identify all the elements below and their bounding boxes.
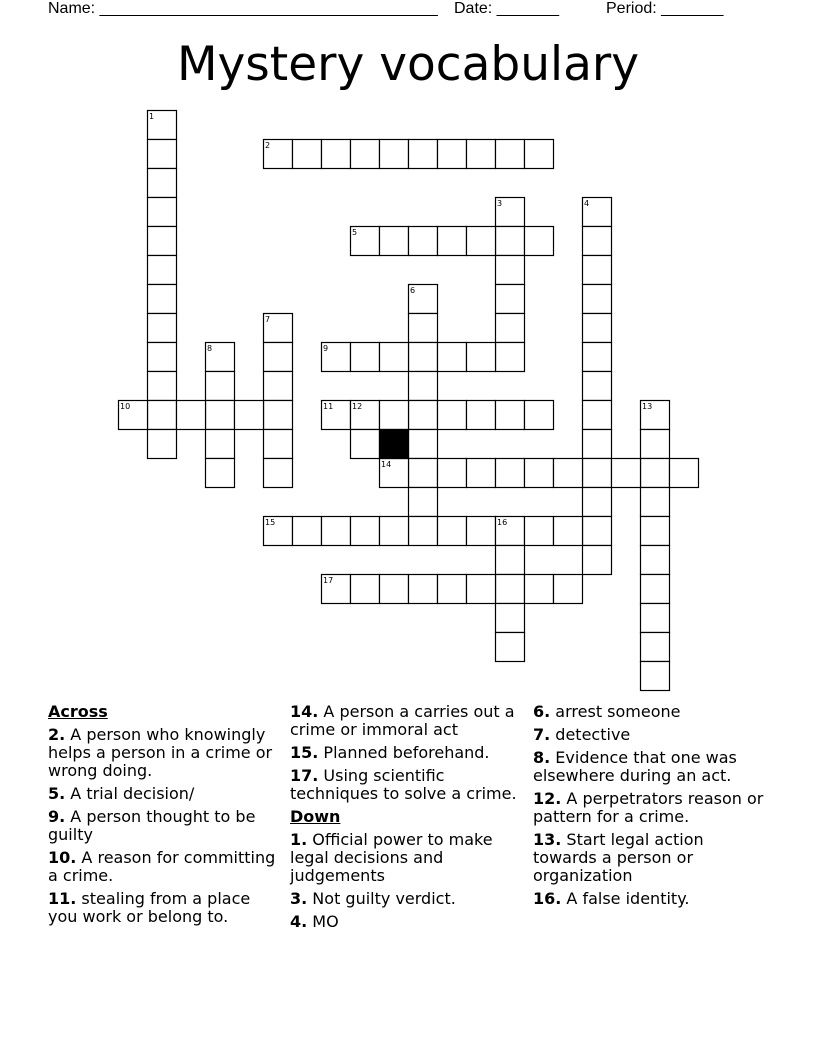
clue-across-11 <box>48 890 280 926</box>
clue-number: 10. <box>48 848 77 867</box>
grid-cell[interactable] <box>322 517 351 546</box>
grid-cell[interactable] <box>351 343 380 372</box>
cell-number-2: 2 <box>265 141 271 150</box>
clues-column-2 <box>290 703 522 936</box>
grid-cell[interactable] <box>380 517 409 546</box>
clue-number: 8. <box>533 748 551 767</box>
grid-cell[interactable] <box>583 546 612 575</box>
grid-cell[interactable] <box>380 140 409 169</box>
clue-text: A trial decision/ <box>65 784 195 803</box>
grid-cell[interactable] <box>409 488 438 517</box>
grid-cell[interactable] <box>670 459 699 488</box>
cell-number-17: 17 <box>323 576 334 585</box>
grid-cell[interactable] <box>438 517 467 546</box>
grid-cell[interactable] <box>525 401 554 430</box>
grid-cell[interactable] <box>148 140 177 169</box>
grid-cell[interactable] <box>467 140 496 169</box>
grid-cell[interactable] <box>641 575 670 604</box>
clue-number: 2. <box>48 725 66 744</box>
cell-number-1: 1 <box>149 112 155 121</box>
grid-cell[interactable] <box>380 575 409 604</box>
grid-cell[interactable] <box>148 430 177 459</box>
grid-cell[interactable] <box>148 198 177 227</box>
page-title: Mystery vocabulary <box>176 37 640 92</box>
grid-cell[interactable] <box>583 256 612 285</box>
cell-number-8: 8 <box>207 344 213 353</box>
period-field[interactable]: Period: _______ <box>606 0 724 17</box>
down-heading: Down <box>290 807 341 826</box>
grid-cell[interactable] <box>525 575 554 604</box>
clue-across-14 <box>290 703 522 739</box>
clue-number: 5. <box>48 784 66 803</box>
grid-cell[interactable] <box>467 575 496 604</box>
clue-text: Evidence that one was elsewhere during an act. <box>533 748 737 785</box>
clue-number: 1. <box>290 830 308 849</box>
grid-cell[interactable] <box>409 372 438 401</box>
grid-cell[interactable] <box>583 459 612 488</box>
grid-cell[interactable] <box>583 430 612 459</box>
grid-cell[interactable] <box>235 401 264 430</box>
grid-cell[interactable] <box>148 372 177 401</box>
grid-cell[interactable] <box>148 401 177 430</box>
grid-cell[interactable] <box>438 343 467 372</box>
grid-cell[interactable] <box>380 343 409 372</box>
grid-cell[interactable] <box>438 140 467 169</box>
grid-cell[interactable] <box>467 517 496 546</box>
clue-down-13 <box>533 831 765 885</box>
grid-cell[interactable] <box>583 401 612 430</box>
grid-cell[interactable] <box>380 401 409 430</box>
clue-text: stealing from a place you work or belong to. <box>48 889 251 926</box>
grid-cell[interactable] <box>148 169 177 198</box>
grid-cell[interactable] <box>525 517 554 546</box>
grid-cell[interactable] <box>409 314 438 343</box>
clue-down-12 <box>533 790 765 826</box>
clue-number: 3. <box>290 889 308 908</box>
cell-number-4: 4 <box>584 199 590 208</box>
grid-cell[interactable] <box>496 401 525 430</box>
clue-text: Official power to make legal decisions and judgements <box>290 830 493 885</box>
clue-across-9 <box>48 808 280 844</box>
cell-number-9: 9 <box>323 344 329 353</box>
grid-cell[interactable] <box>351 140 380 169</box>
clue-number: 4. <box>290 912 308 931</box>
grid-cell[interactable] <box>409 343 438 372</box>
grid-cell[interactable] <box>583 517 612 546</box>
clue-across-2 <box>48 726 280 780</box>
grid-cell[interactable] <box>264 372 293 401</box>
grid-cell[interactable] <box>409 459 438 488</box>
grid-cell[interactable] <box>264 343 293 372</box>
grid-cell[interactable] <box>496 575 525 604</box>
clue-number: 15. <box>290 743 319 762</box>
cell-number-10: 10 <box>120 402 131 411</box>
clue-text: A perpetrators reason or pattern for a crime. <box>533 789 764 826</box>
grid-cell[interactable] <box>293 140 322 169</box>
grid-cell[interactable] <box>496 633 525 662</box>
cell-number-15: 15 <box>265 518 276 527</box>
clue-text: A person a carries out a crime or immoral act <box>290 702 515 739</box>
cell-number-11: 11 <box>323 402 334 411</box>
clue-text: detective <box>550 725 631 744</box>
grid-cell[interactable] <box>148 285 177 314</box>
grid-cell[interactable] <box>641 517 670 546</box>
clue-number: 16. <box>533 889 562 908</box>
grid-cell[interactable] <box>467 227 496 256</box>
grid-cell[interactable] <box>496 604 525 633</box>
clue-text: arrest someone <box>550 702 681 721</box>
grid-cell[interactable] <box>496 343 525 372</box>
grid-cell[interactable] <box>206 401 235 430</box>
grid-cell[interactable] <box>206 430 235 459</box>
clue-text: Planned beforehand. <box>318 743 490 762</box>
clue-down-3 <box>290 890 522 908</box>
grid-cell[interactable] <box>496 256 525 285</box>
grid-cell[interactable] <box>554 459 583 488</box>
grid-cell[interactable] <box>409 401 438 430</box>
grid-cell[interactable] <box>583 488 612 517</box>
cell-number-16: 16 <box>497 518 508 527</box>
clue-number: 14. <box>290 702 319 721</box>
clue-number: 7. <box>533 725 551 744</box>
clue-number: 6. <box>533 702 551 721</box>
grid-cell[interactable] <box>409 575 438 604</box>
grid-cell[interactable] <box>583 314 612 343</box>
cell-number-5: 5 <box>352 228 358 237</box>
grid-cell[interactable] <box>496 140 525 169</box>
black-cell <box>380 430 409 459</box>
clue-number: 12. <box>533 789 562 808</box>
grid-cell[interactable] <box>612 459 641 488</box>
clue-number: 13. <box>533 830 562 849</box>
grid-cell[interactable] <box>583 227 612 256</box>
grid-cell[interactable] <box>380 227 409 256</box>
clue-text: Using scientific techniques to solve a crime. <box>290 766 517 803</box>
grid-cell[interactable] <box>496 314 525 343</box>
grid-cell[interactable] <box>438 227 467 256</box>
clue-text: A reason for committing a crime. <box>48 848 276 885</box>
grid-cell[interactable] <box>148 343 177 372</box>
grid-cell[interactable] <box>409 430 438 459</box>
clue-text: MO <box>307 912 339 931</box>
grid-cell[interactable] <box>496 285 525 314</box>
grid-cell[interactable] <box>467 401 496 430</box>
clue-text: Start legal action towards a person or organization <box>533 830 704 885</box>
grid-cell[interactable] <box>641 604 670 633</box>
clue-down-1 <box>290 831 522 885</box>
clue-across-5 <box>48 785 280 803</box>
grid-cell[interactable] <box>641 662 670 691</box>
grid-cell[interactable] <box>148 314 177 343</box>
date-field[interactable]: Date: _______ <box>454 0 559 17</box>
grid-cell[interactable] <box>467 343 496 372</box>
clue-across-17 <box>290 767 522 803</box>
clue-text: Not guilty verdict. <box>307 889 456 908</box>
clue-text: A person thought to be guilty <box>48 807 256 844</box>
grid-cell[interactable] <box>641 459 670 488</box>
grid-cell[interactable] <box>641 430 670 459</box>
cell-number-3: 3 <box>497 199 503 208</box>
grid-cell[interactable] <box>206 459 235 488</box>
grid-cell[interactable] <box>409 517 438 546</box>
grid-cell[interactable] <box>409 140 438 169</box>
grid-cell[interactable] <box>554 517 583 546</box>
grid-cell[interactable] <box>641 546 670 575</box>
grid-cell[interactable] <box>583 372 612 401</box>
grid-cell[interactable] <box>641 633 670 662</box>
grid-cell[interactable] <box>583 285 612 314</box>
clues-column-3 <box>533 703 765 913</box>
clue-number: 17. <box>290 766 319 785</box>
grid-cell[interactable] <box>496 546 525 575</box>
grid-cell[interactable] <box>264 459 293 488</box>
clue-across-15 <box>290 744 522 762</box>
clue-number: 9. <box>48 807 66 826</box>
grid-cell[interactable] <box>496 227 525 256</box>
clue-number: 11. <box>48 889 77 908</box>
clue-down-7 <box>533 726 765 744</box>
grid-cell[interactable] <box>409 227 438 256</box>
grid-cell[interactable] <box>496 459 525 488</box>
cell-number-12: 12 <box>352 402 363 411</box>
grid-cell[interactable] <box>322 140 351 169</box>
clue-across-10 <box>48 849 280 885</box>
cell-number-14: 14 <box>381 460 392 469</box>
clue-down-4 <box>290 913 522 931</box>
grid-cell[interactable] <box>148 256 177 285</box>
grid-cell[interactable] <box>525 140 554 169</box>
grid-cell[interactable] <box>554 575 583 604</box>
clue-text: A false identity. <box>561 889 690 908</box>
grid-cell[interactable] <box>148 227 177 256</box>
clues-column-1 <box>48 703 280 931</box>
cell-number-13: 13 <box>642 402 653 411</box>
cell-number-7: 7 <box>265 315 271 324</box>
grid-cell[interactable] <box>525 459 554 488</box>
clue-down-8 <box>533 749 765 785</box>
grid-cell[interactable] <box>438 575 467 604</box>
grid-cell[interactable] <box>351 517 380 546</box>
grid-cell[interactable] <box>525 227 554 256</box>
grid-cell[interactable] <box>351 575 380 604</box>
clue-down-16 <box>533 890 765 908</box>
grid-cell[interactable] <box>177 401 206 430</box>
grid-cell[interactable] <box>264 430 293 459</box>
grid-cell[interactable] <box>206 372 235 401</box>
grid-cell[interactable] <box>467 459 496 488</box>
grid-cell[interactable] <box>438 401 467 430</box>
clue-text: A person who knowingly helps a person in a crime or wrong doing. <box>48 725 273 780</box>
grid-cell[interactable] <box>293 517 322 546</box>
clue-down-6 <box>533 703 765 721</box>
across-heading: Across <box>48 702 108 721</box>
grid-cell[interactable] <box>641 488 670 517</box>
grid-cell[interactable] <box>583 343 612 372</box>
grid-cell[interactable] <box>264 401 293 430</box>
grid-cell[interactable] <box>351 430 380 459</box>
cell-number-6: 6 <box>410 286 416 295</box>
grid-cell[interactable] <box>438 459 467 488</box>
name-field[interactable]: Name: ______________________________________ <box>48 0 438 17</box>
